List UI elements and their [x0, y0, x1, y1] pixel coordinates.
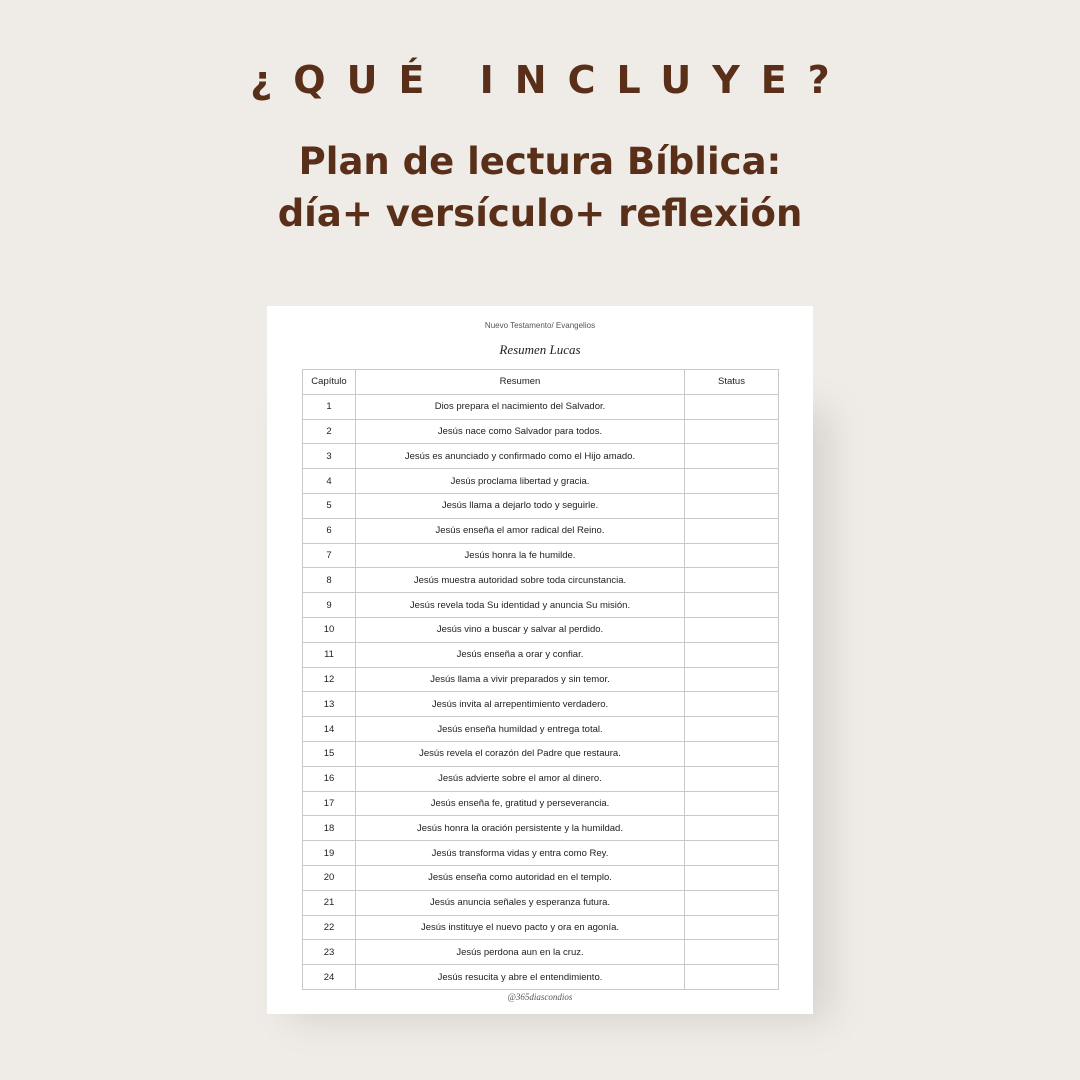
summary-cell: Jesús llama a dejarlo todo y seguirle. — [356, 493, 685, 518]
eyebrow-heading: ¿QUÉ INCLUYE? — [250, 58, 851, 102]
status-cell — [685, 444, 779, 469]
summary-cell: Jesús enseña el amor radical del Reino. — [356, 518, 685, 543]
headline-line-2: día+ versículo+ reflexión — [277, 192, 803, 235]
table-row — [303, 766, 779, 791]
summary-cell: Jesús es anunciado y confirmado como el Hijo amado. — [356, 444, 685, 469]
status-cell — [685, 841, 779, 866]
table-row — [303, 890, 779, 915]
column-header-status: Status — [685, 370, 779, 395]
status-cell — [685, 940, 779, 965]
table-row — [303, 667, 779, 692]
chapter-cell: 21 — [303, 890, 356, 915]
sheet-footer-handle: @365diascondios — [507, 992, 573, 1002]
status-cell — [685, 766, 779, 791]
chapter-cell: 11 — [303, 642, 356, 667]
status-cell — [685, 617, 779, 642]
summary-cell: Jesús resucita y abre el entendimiento. — [356, 965, 685, 990]
summary-cell: Jesús transforma vidas y entra como Rey. — [356, 841, 685, 866]
table-row — [303, 493, 779, 518]
table-row — [303, 940, 779, 965]
chapter-cell: 18 — [303, 816, 356, 841]
status-cell — [685, 419, 779, 444]
chapter-cell: 6 — [303, 518, 356, 543]
table-row — [303, 469, 779, 494]
table-row — [303, 394, 779, 419]
summary-cell: Jesús enseña humildad y entrega total. — [356, 717, 685, 742]
chapter-cell: 17 — [303, 791, 356, 816]
table-row — [303, 692, 779, 717]
table-row — [303, 518, 779, 543]
summary-cell: Jesús nace como Salvador para todos. — [356, 419, 685, 444]
summary-cell: Jesús instituye el nuevo pacto y ora en agonía. — [356, 915, 685, 940]
chapter-cell: 16 — [303, 766, 356, 791]
status-cell — [685, 717, 779, 742]
status-cell — [685, 865, 779, 890]
summary-cell: Jesús invita al arrepentimiento verdadero. — [356, 692, 685, 717]
sheet-subtitle: Nuevo Testamento/ Evangelios — [484, 321, 596, 330]
summary-cell: Jesús anuncia señales y esperanza futura. — [356, 890, 685, 915]
status-cell — [685, 469, 779, 494]
status-cell — [685, 692, 779, 717]
chapter-cell: 13 — [303, 692, 356, 717]
column-header-chapter: Capítulo — [303, 370, 356, 395]
summary-cell: Jesús proclama libertad y gracia. — [356, 469, 685, 494]
status-cell — [685, 493, 779, 518]
headline-line-1: Plan de lectura Bíblica: — [298, 140, 782, 183]
page-headline — [0, 136, 1080, 240]
table-row — [303, 865, 779, 890]
summary-cell: Jesús revela toda Su identidad y anuncia Su misión. — [356, 593, 685, 618]
table-row — [303, 617, 779, 642]
chapter-cell: 15 — [303, 741, 356, 766]
summary-cell: Jesús enseña fe, gratitud y perseverancia. — [356, 791, 685, 816]
summary-cell: Jesús vino a buscar y salvar al perdido. — [356, 617, 685, 642]
table-row — [303, 543, 779, 568]
status-cell — [685, 791, 779, 816]
chapter-cell: 19 — [303, 841, 356, 866]
chapter-cell: 12 — [303, 667, 356, 692]
status-cell — [685, 890, 779, 915]
table-row — [303, 791, 779, 816]
summary-cell: Jesús advierte sobre el amor al dinero. — [356, 766, 685, 791]
chapter-cell: 23 — [303, 940, 356, 965]
status-cell — [685, 518, 779, 543]
status-cell — [685, 816, 779, 841]
status-cell — [685, 915, 779, 940]
chapter-cell: 2 — [303, 419, 356, 444]
chapter-cell: 14 — [303, 717, 356, 742]
status-cell — [685, 543, 779, 568]
summary-cell: Jesús llama a vivir preparados y sin temor. — [356, 667, 685, 692]
table-row — [303, 841, 779, 866]
table-row — [303, 444, 779, 469]
chapter-cell: 10 — [303, 617, 356, 642]
summary-cell: Jesús revela el corazón del Padre que restaura. — [356, 741, 685, 766]
chapter-cell: 3 — [303, 444, 356, 469]
status-cell — [685, 667, 779, 692]
chapter-cell: 7 — [303, 543, 356, 568]
status-cell — [685, 593, 779, 618]
summary-cell: Jesús honra la oración persistente y la humildad. — [356, 816, 685, 841]
table-row — [303, 965, 779, 990]
chapter-cell: 9 — [303, 593, 356, 618]
table-header-row — [303, 370, 779, 395]
status-cell — [685, 965, 779, 990]
summary-cell: Jesús perdona aun en la cruz. — [356, 940, 685, 965]
table-row — [303, 419, 779, 444]
chapter-cell: 22 — [303, 915, 356, 940]
summary-cell: Jesús enseña a orar y confiar. — [356, 642, 685, 667]
table-row — [303, 816, 779, 841]
summary-cell: Jesús honra la fe humilde. — [356, 543, 685, 568]
chapter-cell: 8 — [303, 568, 356, 593]
sheet-title: Resumen Lucas — [499, 342, 581, 357]
status-cell — [685, 642, 779, 667]
table-row — [303, 593, 779, 618]
chapter-cell: 24 — [303, 965, 356, 990]
summary-table — [302, 369, 779, 990]
chapter-cell: 20 — [303, 865, 356, 890]
document-sheet — [267, 306, 813, 1014]
table-row — [303, 717, 779, 742]
summary-cell: Jesús enseña como autoridad en el templo. — [356, 865, 685, 890]
table-row — [303, 642, 779, 667]
status-cell — [685, 741, 779, 766]
chapter-cell: 1 — [303, 394, 356, 419]
status-cell — [685, 394, 779, 419]
summary-cell: Jesús muestra autoridad sobre toda circunstancia. — [356, 568, 685, 593]
table-row — [303, 568, 779, 593]
chapter-cell: 4 — [303, 469, 356, 494]
summary-cell: Dios prepara el nacimiento del Salvador. — [356, 394, 685, 419]
table-row — [303, 741, 779, 766]
status-cell — [685, 568, 779, 593]
column-header-summary: Resumen — [356, 370, 685, 395]
table-body — [303, 394, 779, 989]
table-row — [303, 915, 779, 940]
chapter-cell: 5 — [303, 493, 356, 518]
